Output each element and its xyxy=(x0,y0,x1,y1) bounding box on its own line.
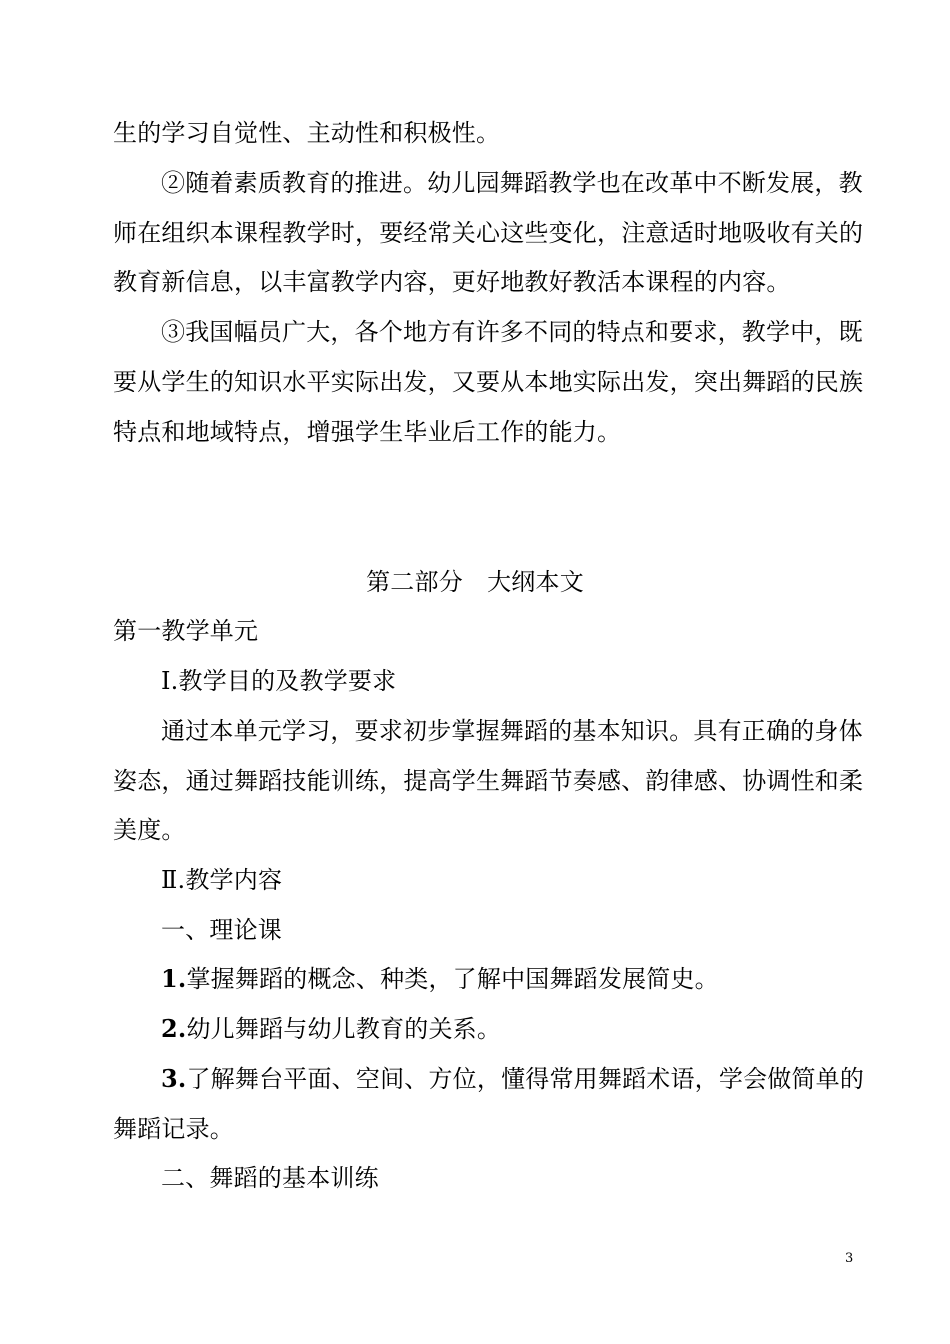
theory-heading: 一、理论课 xyxy=(161,916,282,944)
item-text: 了解舞台平面、空间、方位，懂得常用舞蹈术语，学会做简单的 xyxy=(186,1065,865,1093)
content-heading: Ⅱ.教学内容 xyxy=(161,866,283,894)
item-number: 3. xyxy=(161,1064,187,1093)
training-heading: 二、舞蹈的基本训练 xyxy=(161,1164,379,1192)
paragraph-line: 教育新信息，以丰富教学内容，更好地教好教活本课程的内容。 xyxy=(113,268,791,296)
section-title: 第二部分 大纲本文 xyxy=(366,568,584,596)
item-number: 2. xyxy=(161,1014,187,1043)
page-number: 3 xyxy=(845,1251,854,1266)
paragraph-line: 美度。 xyxy=(113,816,186,844)
paragraph-line: 通过本单元学习，要求初步掌握舞蹈的基本知识。具有正确的身体 xyxy=(161,717,863,745)
paragraph-line: ③我国幅员广大，各个地方有许多不同的特点和要求，教学中，既 xyxy=(161,318,863,346)
paragraph-line: ②随着素质教育的推进。幼儿园舞蹈教学也在改革中不断发展，教 xyxy=(161,169,863,197)
item-text: 幼儿舞蹈与幼儿教育的关系。 xyxy=(186,1015,502,1043)
list-item xyxy=(161,1013,858,1045)
paragraph-line: 师在组织本课程教学时，要经常关心这些变化，注意适时地吸收有关的 xyxy=(113,219,864,247)
paragraph-line: 特点和地域特点，增强学生毕业后工作的能力。 xyxy=(113,418,622,446)
paragraph-line: 生的学习自觉性、主动性和积极性。 xyxy=(113,119,501,147)
objective-heading: Ⅰ.教学目的及教学要求 xyxy=(161,667,397,695)
list-item xyxy=(161,1063,865,1095)
list-item xyxy=(161,963,858,995)
item-text: 掌握舞蹈的概念、种类，了解中国舞蹈发展简史。 xyxy=(186,965,719,993)
unit-title: 第一教学单元 xyxy=(113,617,259,645)
paragraph-line: 姿态，通过舞蹈技能训练，提高学生舞蹈节奏感、韵律感、协调性和柔 xyxy=(113,767,864,795)
item-number: 1. xyxy=(161,964,187,993)
paragraph-line: 舞蹈记录。 xyxy=(113,1115,234,1143)
paragraph-line: 要从学生的知识水平实际出发，又要从本地实际出发，突出舞蹈的民族 xyxy=(113,368,864,396)
